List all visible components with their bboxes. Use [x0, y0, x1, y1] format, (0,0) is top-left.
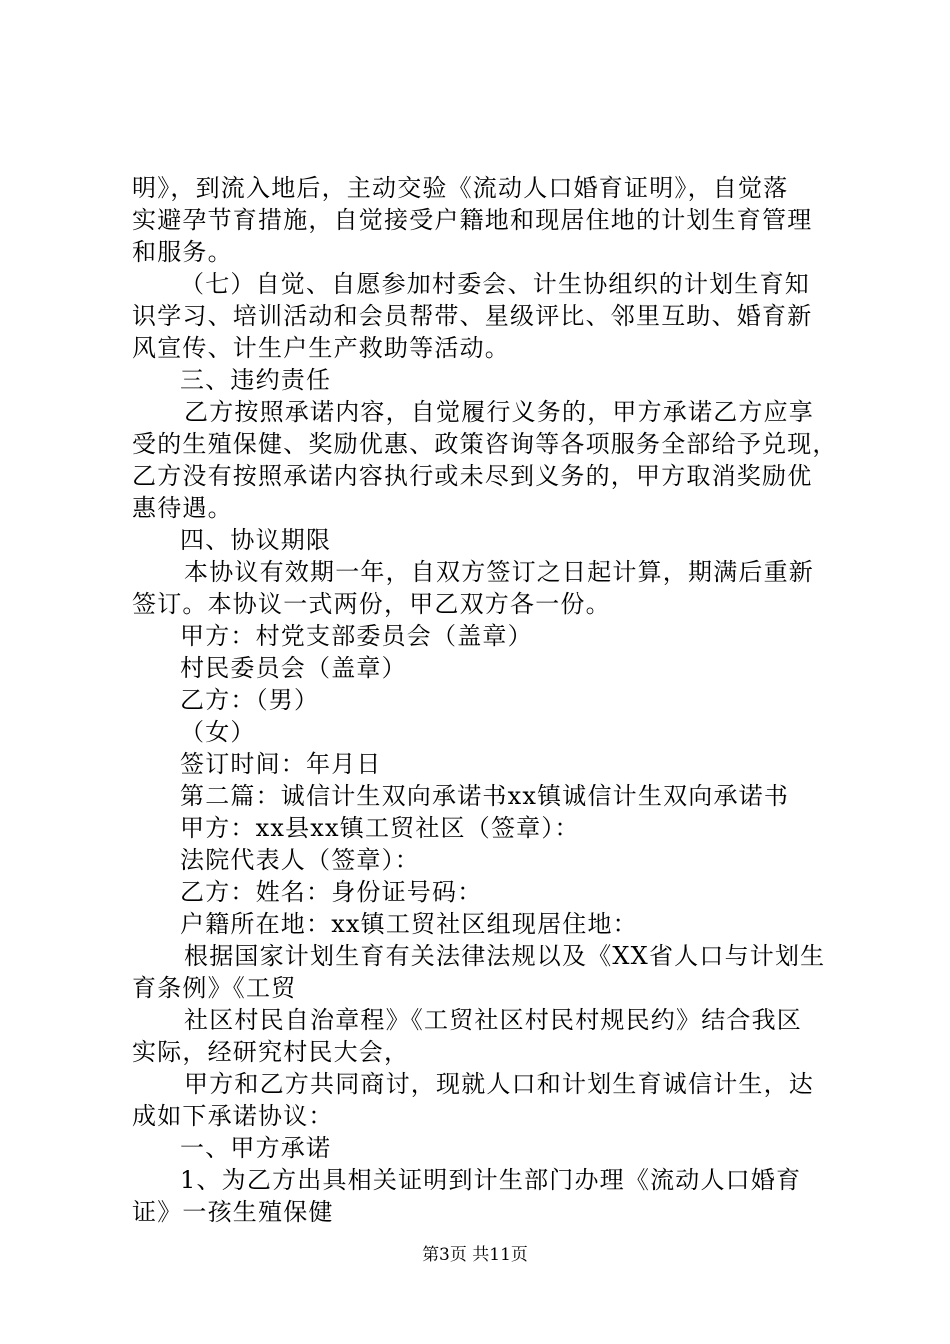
text-line: 风宣传、计生户生产救助等活动。 — [132, 334, 510, 362]
text-line: 甲方：村党支部委员会（盖章） — [180, 622, 533, 650]
text-line: （女） — [180, 718, 256, 746]
text-line: 乙方：姓名：身份证号码： — [180, 878, 483, 906]
text-line: 育条例》《工贸 — [132, 974, 297, 1002]
page-footer: 第3页 共11页 — [422, 1245, 528, 1265]
text-line: 本协议有效期一年，自双方签订之日起计算，期满后重新 — [184, 558, 814, 586]
text-line: （七）自觉、自愿参加村委会、计生协组织的计划生育知 — [180, 270, 810, 298]
text-line: 乙方按照承诺内容，自觉履行义务的，甲方承诺乙方应享 — [184, 398, 814, 426]
section-heading: 一、甲方承诺 — [180, 1134, 332, 1162]
chapter-title: 第二篇：诚信计生双向承诺书xx镇诚信计生双向承诺书 — [180, 782, 790, 810]
text-line: 户籍所在地：xx镇工贸社区组现居住地： — [180, 910, 638, 938]
text-line: 证》一孩生殖保健 — [132, 1198, 334, 1226]
text-line: 社区村民自治章程》《工贸社区村民村规民约》结合我区 — [184, 1006, 802, 1034]
text-line: 实避孕节育措施，自觉接受户籍地和现居住地的计划生育管理 — [132, 206, 813, 234]
text-line: 和服务。 — [132, 238, 233, 266]
text-line: 受的生殖保健、奖励优惠、政策咨询等各项服务全部给予兑现， — [132, 430, 838, 458]
text-line: 成如下承诺协议： — [132, 1102, 334, 1130]
text-line: 1、为乙方出具相关证明到计生部门办理《流动人口婚育 — [180, 1166, 802, 1194]
text-line: 明》，到流入地后，主动交验《流动人口婚育证明》，自觉落 — [132, 174, 789, 202]
text-line: 甲方：xx县xx镇工贸社区（签章）： — [180, 814, 580, 842]
text-line: 签订。本协议一式两份，甲乙双方各一份。 — [132, 590, 611, 618]
text-line: 乙方没有按照承诺内容执行或未尽到义务的，甲方取消奖励优 — [132, 462, 813, 490]
document-body — [132, 172, 838, 1228]
text-line: 根据国家计划生育有关法律法规以及《XX省人口与计划生 — [184, 942, 826, 970]
section-heading: 四、协议期限 — [180, 526, 332, 554]
section-heading: 三、违约责任 — [180, 366, 332, 394]
text-line: 甲方和乙方共同商讨，现就人口和计划生育诚信计生，达 — [184, 1070, 814, 1098]
text-line: 惠待遇。 — [132, 494, 233, 522]
text-line: 识学习、培训活动和会员帮带、星级评比、邻里互助、婚育新 — [132, 302, 813, 330]
text-line: 法院代表人（签章）： — [180, 846, 420, 874]
text-line: 签订时间：年月日 — [180, 750, 382, 778]
text-line: 实际，经研究村民大会， — [132, 1038, 410, 1066]
text-line: 村民委员会（盖章） — [180, 654, 407, 682]
text-line: 乙方：（男） — [180, 686, 320, 714]
